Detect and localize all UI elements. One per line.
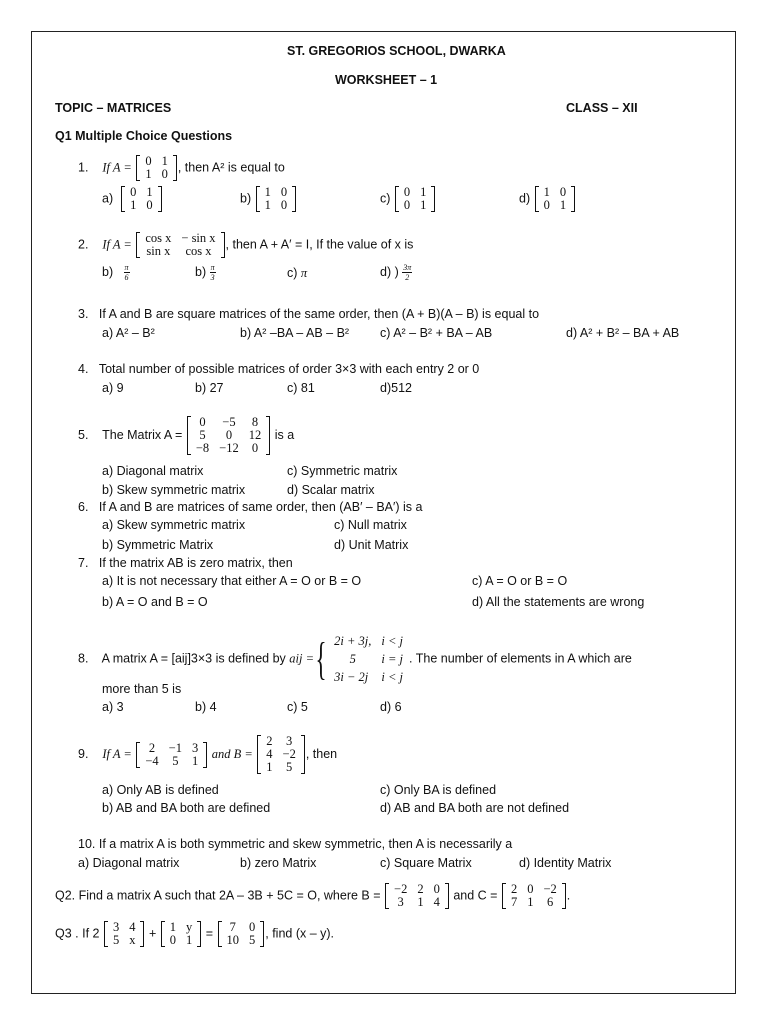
option-d: d) Unit Matrix (334, 538, 409, 552)
option-c: c) Symmetric matrix (287, 464, 398, 478)
option-c: c) A = O or B = O (472, 574, 568, 588)
question-number: 1. (78, 160, 89, 175)
question-6: 6. If A and B are matrices of same order, then (AB′ – BA′) is a (78, 500, 423, 514)
option-a: b) $\frac{\pi}{6}$ (102, 263, 129, 282)
topic-label: TOPIC – MATRICES (55, 101, 172, 115)
option-a: a) 0 1 1 0 (102, 186, 163, 212)
question-8: 8. A matrix A = [aij]3×3 is defined by aij ={ 2i + 3j, i < j 5 i = j 3i − 2j i < j. The number of elements in A which are (78, 631, 632, 687)
matrix-1: 3 4 5 x (104, 921, 145, 947)
option-d: d) Scalar matrix (287, 483, 375, 497)
question-3: 3. If A and B are square matrices of the same order, then (A + B)(A – B) is equal to (78, 307, 540, 321)
question-q3: Q3 . If 2 3 4 5 x + 1 y 0 1 = 7 0 10 5 , find (x – y). (55, 920, 335, 947)
option-a: a) Diagonal matrix (78, 856, 180, 870)
option-d: d) 6 (380, 700, 402, 714)
question-4: 4. Total number of possible matrices of order 3×3 with each entry 2 or 0 (78, 362, 480, 376)
option-a: a) Skew symmetric matrix (102, 518, 246, 532)
option-b: b) $\frac{\pi}{3}$ (195, 263, 215, 282)
option-c: c) 0 1 0 1 (380, 186, 436, 212)
matrix-b: 2 3 4 −2 1 5 (257, 735, 305, 774)
question-text: If A = (102, 160, 132, 175)
school-name: ST. GREGORIOS SCHOOL, DWARKA (287, 44, 506, 58)
option-d: d) 1 0 0 1 (519, 186, 576, 212)
option-d: d) A² + B² – BA + AB (566, 326, 680, 340)
option-a: a) Only AB is defined (102, 783, 219, 797)
question-5: 5. The Matrix A = 0 −5 8 5 0 12 −8 −12 0 is a (78, 415, 295, 455)
option-d: d)512 (380, 381, 412, 395)
question-7: 7. If the matrix AB is zero matrix, then (78, 556, 293, 570)
option-d: d) ) $\frac{3\pi}{2}$ (380, 263, 412, 282)
option-c: c) Null matrix (334, 518, 407, 532)
class-label: CLASS – XII (566, 101, 638, 115)
matrix: 1 0 0 1 (535, 186, 576, 212)
option-b: b) A² –BA – AB – B² (240, 326, 350, 340)
option-a: a) 9 (102, 381, 124, 395)
option-b: b) zero Matrix (240, 856, 317, 870)
option-c: c) A² – B² + BA – AB (380, 326, 493, 340)
worksheet-title: WORKSHEET – 1 (335, 73, 438, 87)
matrix-3: 7 0 10 5 (218, 921, 265, 947)
question-9: 9. If A = 2 −1 3 −4 5 1 and B = 2 3 4 −2 1 5 , then (78, 734, 338, 774)
matrix-c: 2 0 −2 7 1 6 (502, 883, 566, 909)
option-c: c) π (287, 266, 308, 280)
option-b: b) Skew symmetric matrix (102, 483, 246, 497)
question-2: 2. If A = cos x − sin x sin x cos x , then A + A′ = I, If the value of x is (78, 231, 414, 258)
option-c: c) Square Matrix (380, 856, 472, 870)
matrix: 1 0 1 0 (256, 186, 297, 212)
option-b: b) A = O and B = O (102, 595, 208, 609)
question-text: , then A² is equal to (177, 160, 285, 175)
matrix-2: 1 y 0 1 (161, 921, 202, 947)
matrix: 0 1 1 0 (136, 155, 177, 181)
question-1 (78, 155, 285, 181)
question-8-continued: more than 5 is (102, 682, 182, 696)
question-10: 10. If a matrix A is both symmetric and skew symmetric, then A is necessarily a (78, 837, 513, 851)
option-a: a) 3 (102, 700, 124, 714)
option-b: b) 27 (195, 381, 224, 395)
option-c: c) 5 (287, 700, 308, 714)
matrix: 0 −5 8 5 0 12 −8 −12 0 (187, 416, 270, 455)
question-q2: Q2. Find a matrix A such that 2A – 3B + 5C = O, where B = −2 2 0 3 1 4 and C = 2 0 −2 7 1 6 . (55, 882, 571, 909)
option-d: d) AB and BA both are not defined (380, 801, 570, 815)
matrix: 0 1 1 0 (121, 186, 162, 212)
q1-heading: Q1 Multiple Choice Questions (55, 129, 233, 143)
option-c: c) 81 (287, 381, 315, 395)
matrix-a: 2 −1 3 −4 5 1 (136, 742, 207, 768)
brace-icon: { (315, 633, 327, 684)
option-a: a) It is not necessary that either A = O or B = O (102, 574, 362, 588)
option-b: b) 4 (195, 700, 217, 714)
option-a: a) A² – B² (102, 326, 155, 340)
piecewise-definition: 2i + 3j, i < j 5 i = j 3i − 2j i < j (334, 634, 404, 684)
option-b: b) AB and BA both are defined (102, 801, 271, 815)
option-d: d) Identity Matrix (519, 856, 612, 870)
matrix-b: −2 2 0 3 1 4 (385, 883, 449, 909)
matrix: 0 1 0 1 (395, 186, 436, 212)
option-b: b) 1 0 1 0 (240, 186, 297, 212)
option-d: d) All the statements are wrong (472, 595, 645, 609)
option-c: c) Only BA is defined (380, 783, 497, 797)
option-a: a) Diagonal matrix (102, 464, 204, 478)
option-b: b) Symmetric Matrix (102, 538, 214, 552)
matrix: cos x − sin x sin x cos x (136, 232, 224, 258)
